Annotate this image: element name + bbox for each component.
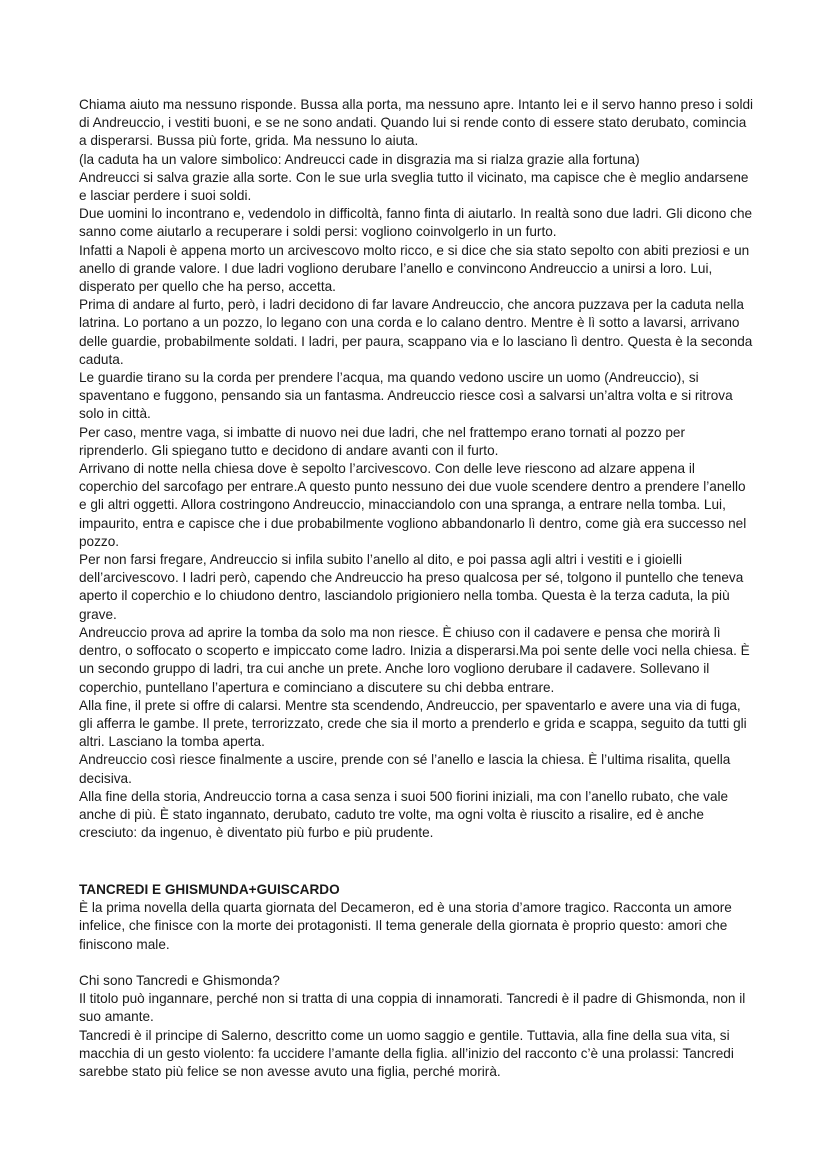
paragraph: Due uomini lo incontrano e, vedendolo in difficoltà, fanno finta di aiutarlo. In realtà sono due ladri. Gli dicono che sanno come aiutarlo a recuperare i soldi persi: vogliono coinvolgerlo in un furto.	[79, 206, 753, 240]
paragraph: Andreucci si salva grazie alla sorte. Con le sue urla sveglia tutto il vicinato, ma capisce che è meglio andarsene e lasciar perdere i suoi soldi.	[79, 169, 749, 204]
paragraph: Le guardie tirano su la corda per prendere l’acqua, ma quando vedono uscire un uomo (Andreuccio), si spaventano e fuggono, pensando sia un fantasma. Andreuccio riesce così a salvarsi un’altra volta e si ritrova solo in città.	[79, 370, 733, 422]
paragraph: Andreuccio prova ad aprire la tomba da solo ma non riesce. È chiuso con il cadavere e pensa che morirà lì dentro, o soffocato o scoperto e impiccato come ladro. Inizia a disperarsi.Ma poi sente delle voci nella chiesa. È un secondo gruppo di ladri, tra cui anche un prete. Anche loro vogliono derubare il cadavere. Sollevano il coperchio, puntellano l’apertura e cominciano a discutere su chi debba entrare.	[79, 624, 750, 695]
paragraph: Chi sono Tancredi e Ghismonda?	[79, 973, 280, 988]
paragraph: (la caduta ha un valore simbolico: Andreucci cade in disgrazia ma si rialza grazie alla fortuna)	[79, 151, 640, 167]
paragraph: Infatti a Napoli è appena morto un arcivescovo molto ricco, e si dice che sia stato sepolto con abiti preziosi e un anello di grande valore. I due ladri vogliono derubare l’anello e convincono Andreuccio a unirsi a loro. Lui, disperato per quello che ha perso, accetta.	[79, 242, 750, 295]
paragraph: È la prima novella della quarta giornata del Decameron, ed è una storia d’amore tragico. Racconta un amore infelice, che finisce con la morte dei protagonisti. Il tema generale della giornata è proprio questo: amori che finiscono male.	[79, 900, 732, 952]
section-heading: TANCREDI E GHISMUNDA+GUISCARDO	[79, 882, 340, 897]
paragraph: Tancredi è il principe di Salerno, descritto come un uomo saggio e gentile. Tuttavia, alla fine della sua vita, si macchia di un gesto violento: fa uccidere l’amante della figlia. all’inizio del racconto c’è una prolassi: Tancredi sarebbe stato più felice se non avesse avuto una figlia, perché morirà.	[79, 1027, 734, 1080]
paragraph: Prima di andare al furto, però, i ladri decidono di far lavare Andreuccio, che ancora puzzava per la caduta nella latrina. Lo portano a un pozzo, lo legano con una corda e lo calano dentro. Mentre è lì sotto a lavarsi, arrivano delle guardie, probabilmente soldati. I ladri, per paura, scappano via e lo lasciano lì dentro. Questa è la seconda caduta.	[79, 297, 753, 367]
paragraph: Andreuccio così riesce finalmente a uscire, prende con sé l’anello e lascia la chiesa. È l’ultima risalita, quella decisiva.	[79, 752, 731, 786]
paragraph: Chiama aiuto ma nessuno risponde. Bussa alla porta, ma nessuno apre. Intanto lei e il servo hanno preso i soldi di Andreuccio, i vestiti buoni, e se ne sono andati. Quando lui si rende conto di essere stato derubato, comincia a disperarsi. Bussa più forte, grida. Ma nessuno lo aiuta.	[79, 97, 754, 149]
paragraph: Per non farsi fregare, Andreuccio si infila subito l’anello al dito, e poi passa agli altri i vestiti e i gioielli dell’arcivescovo. I ladri però, capendo che Andreuccio ha preso qualcosa per sé, tolgono il puntello che teneva aperto il coperchio e lo chiudono dentro, lasciandolo prigioniero nella tomba. Questa è la terza caduta, la più grave.	[79, 552, 744, 622]
tancredi-section	[79, 881, 755, 1081]
paragraph: Alla fine, il prete si offre di calarsi. Mentre sta scendendo, Andreuccio, per spaventarlo e avere una via di fuga, gli afferra le gambe. Il prete, terrorizzato, crede che sia il morto a prenderlo e grida e scappa, seguito da tutti gli altri. Lasciano la tomba aperta.	[79, 697, 747, 750]
blank-line	[79, 954, 755, 972]
paragraph: Alla fine della storia, Andreuccio torna a casa senza i suoi 500 fiorini iniziali, ma con l’anello rubato, che vale anche di più. È stato ingannato, derubato, caduto tre volte, ma ogni volta è riuscito a risalire, ed è anche cresciuto: da ingenuo, è diventato più furbo e più prudente.	[79, 788, 729, 841]
paragraph: Arrivano di notte nella chiesa dove è sepolto l’arcivescovo. Con delle leve riescono ad alzare appena il coperchio del sarcofago per entrare.A questo punto nessuno dei due vuole scendere dentro a prendere l’anello e gli altri oggetti. Allora costringono Andreuccio, minacciandolo con una spranga, a entrare nella tomba. Lui, impaurito, entra e capisce che i due probabilmente vogliono abbandonarlo lì dentro, come già era successo nel pozzo.	[79, 461, 747, 549]
andreuccio-section	[79, 96, 755, 842]
paragraph: Il titolo può ingannare, perché non si tratta di una coppia di innamorati. Tancredi è il padre di Ghismonda, non il suo amante.	[79, 991, 746, 1025]
paragraph: Per caso, mentre vaga, si imbatte di nuovo nei due ladri, che nel frattempo erano tornati al pozzo per riprenderlo. Gli spiegano tutto e decidono di andare avanti con il furto.	[79, 424, 686, 458]
